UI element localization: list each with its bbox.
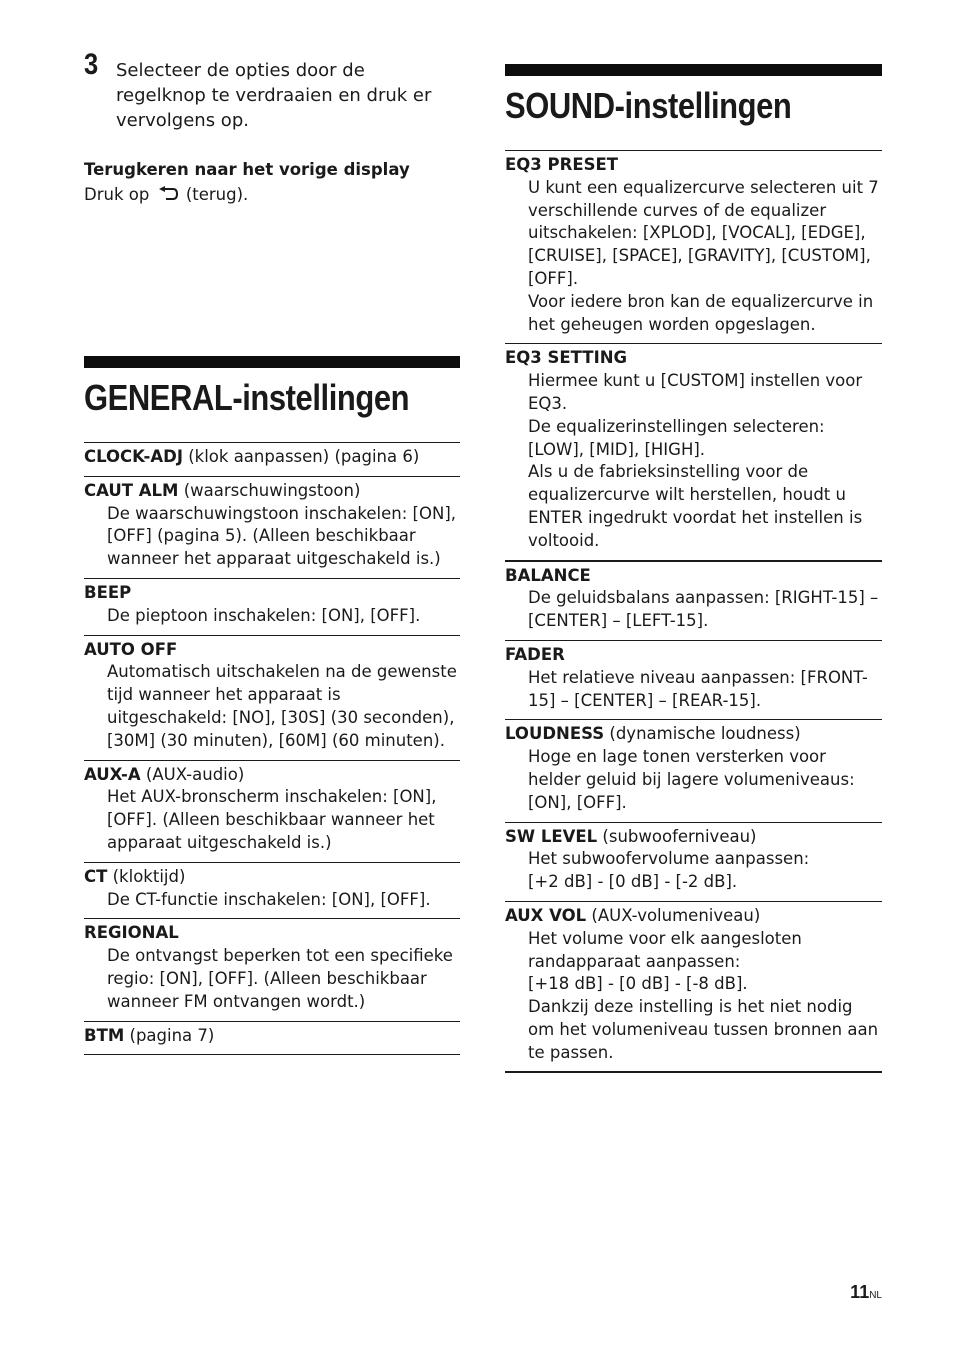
setting-head bbox=[84, 922, 460, 945]
sound-section-bar bbox=[505, 64, 882, 76]
setting-head bbox=[505, 154, 882, 177]
setting-head bbox=[505, 347, 882, 370]
setting-name: CT bbox=[84, 866, 108, 886]
setting-item bbox=[505, 150, 882, 343]
general-section-bar bbox=[84, 356, 460, 368]
setting-name: CLOCK-ADJ bbox=[84, 447, 183, 466]
setting-suffix: (waarschuwingstoon) bbox=[178, 480, 361, 500]
setting-item bbox=[84, 760, 460, 862]
setting-suffix: (AUX-volumeniveau) bbox=[586, 905, 761, 925]
setting-item bbox=[505, 901, 882, 1072]
setting-name: FADER bbox=[505, 644, 565, 664]
setting-name: AUTO OFF bbox=[84, 639, 178, 659]
sound-title: SOUND-instellingen bbox=[505, 85, 792, 126]
setting-suffix: (subwooferniveau) bbox=[597, 826, 757, 846]
setting-head bbox=[84, 764, 460, 787]
step-number: 3 bbox=[84, 48, 99, 81]
setting-head bbox=[505, 905, 882, 928]
setting-head bbox=[505, 826, 882, 849]
right-column bbox=[505, 64, 882, 1073]
setting-description: Het relatieve niveau aanpassen: [FRONT-15] – [CENTER] – [REAR-15]. bbox=[528, 667, 868, 710]
setting-item bbox=[84, 635, 460, 760]
setting-name: EQ3 PRESET bbox=[505, 155, 619, 174]
setting-description: Het subwoofervolume aanpassen: [+2 dB] - [0 dB] - [-2 dB]. bbox=[528, 849, 810, 892]
back-text-after: (terug). bbox=[185, 185, 249, 204]
setting-item bbox=[505, 640, 882, 719]
setting-description: De pieptoon inschakelen: [ON], [OFF]. bbox=[107, 605, 421, 625]
setting-description: Hoge en lage tonen versterken voor helder geluid bij lagere volumeniveaus: [ON], [OFF]. bbox=[528, 747, 855, 812]
setting-head bbox=[84, 446, 460, 469]
setting-item bbox=[505, 343, 882, 559]
setting-name: CAUT ALM bbox=[84, 480, 179, 500]
setting-item bbox=[505, 719, 882, 821]
setting-item bbox=[84, 862, 460, 919]
back-text bbox=[84, 184, 460, 206]
setting-name: BALANCE bbox=[505, 565, 591, 585]
setting-name: AUX VOL bbox=[505, 905, 587, 925]
setting-description: U kunt een equalizercurve selecteren uit 7 verschillende curves of de equalizer uitschakelen: [XPLOD], [VOCAL], [EDGE], [CRUISE], [SPACE], [GRAVITY], [CUSTOM], [OFF]. Voor iedere bron kan de equalizercurve in het geheugen worden opgeslagen. bbox=[528, 177, 879, 334]
setting-name: BEEP bbox=[84, 582, 132, 602]
general-settings-list bbox=[84, 442, 460, 1055]
setting-suffix: (dynamische loudness) bbox=[604, 724, 801, 744]
setting-description: Hiermee kunt u [CUSTOM] instellen voor EQ3. De equalizerinstellingen selecteren: [LOW], [MID], [HIGH]. Als u de fabrieksinstelling voor de equalizercurve wilt herstellen, houdt u ENTER ingedrukt voordat het instellen is voltooid. bbox=[528, 371, 863, 550]
setting-item bbox=[505, 822, 882, 901]
setting-head bbox=[84, 1025, 460, 1048]
back-arrow-icon bbox=[157, 186, 179, 202]
setting-item bbox=[84, 442, 460, 476]
back-heading: Terugkeren naar het vorige display bbox=[84, 160, 410, 179]
page-lang: NL bbox=[869, 1290, 882, 1301]
setting-suffix: (klok aanpassen) (pagina 6) bbox=[182, 447, 420, 466]
setting-head bbox=[505, 565, 882, 588]
setting-item bbox=[505, 560, 882, 640]
setting-name: EQ3 SETTING bbox=[505, 348, 628, 368]
setting-item bbox=[84, 476, 460, 578]
setting-name: LOUDNESS bbox=[505, 724, 605, 744]
setting-description: De CT-functie inschakelen: [ON], [OFF]. bbox=[107, 889, 431, 909]
setting-head bbox=[84, 639, 460, 662]
setting-name: SW LEVEL bbox=[505, 826, 598, 846]
setting-suffix: (pagina 7) bbox=[124, 1025, 215, 1045]
setting-head bbox=[84, 866, 460, 889]
setting-item bbox=[84, 1021, 460, 1055]
setting-name: BTM bbox=[84, 1025, 125, 1045]
setting-description: De ontvangst beperken tot een specifieke regio: [ON], [OFF]. (Alleen beschikbaar wanneer FM ontvangen wordt.) bbox=[107, 946, 453, 1011]
back-text-before: Druk op bbox=[84, 185, 150, 204]
page-number bbox=[850, 1282, 882, 1303]
setting-description: De geluidsbalans aanpassen: [RIGHT-15] – [CENTER] – [LEFT-15]. bbox=[528, 588, 879, 631]
setting-suffix: (AUX-audio) bbox=[140, 764, 245, 784]
sound-settings-list bbox=[505, 150, 882, 1073]
setting-head bbox=[505, 723, 882, 746]
setting-name: AUX-A bbox=[84, 764, 141, 784]
setting-description: Automatisch uitschakelen na de gewenste tijd wanneer het apparaat is uitgeschakeld: [NO], [30S] (30 seconden), [30M] (30 minuten), [60M] (60 minuten). bbox=[107, 662, 457, 750]
setting-suffix: (kloktijd) bbox=[107, 866, 186, 886]
step-text: Selecteer de opties door de regelknop te verdraaien en druk er vervolgens op. bbox=[116, 60, 432, 131]
setting-description: Het AUX-bronscherm inschakelen: [ON], [OFF]. (Alleen beschikbaar wanneer het apparaat uitgeschakeld is.) bbox=[107, 787, 437, 852]
setting-item bbox=[84, 918, 460, 1020]
left-column bbox=[84, 50, 460, 1055]
setting-name: REGIONAL bbox=[84, 923, 179, 943]
setting-head bbox=[84, 582, 460, 605]
setting-head bbox=[84, 480, 460, 503]
setting-description: De waarschuwingstoon inschakelen: [ON], [OFF] (pagina 5). (Alleen beschikbaar wanneer het apparaat uitgeschakeld is.) bbox=[107, 503, 456, 569]
page-number-value: 11 bbox=[850, 1282, 870, 1302]
step-3 bbox=[84, 50, 460, 133]
general-title: GENERAL-instellingen bbox=[84, 377, 410, 418]
setting-item bbox=[84, 578, 460, 635]
setting-head bbox=[505, 644, 882, 667]
setting-description: Het volume voor elk aangesloten randapparaat aanpassen: [+18 dB] - [0 dB] - [-8 dB]. Dankzij deze instelling is het niet nodig om het volumeniveau tussen bronnen aan te passen. bbox=[528, 928, 879, 1062]
